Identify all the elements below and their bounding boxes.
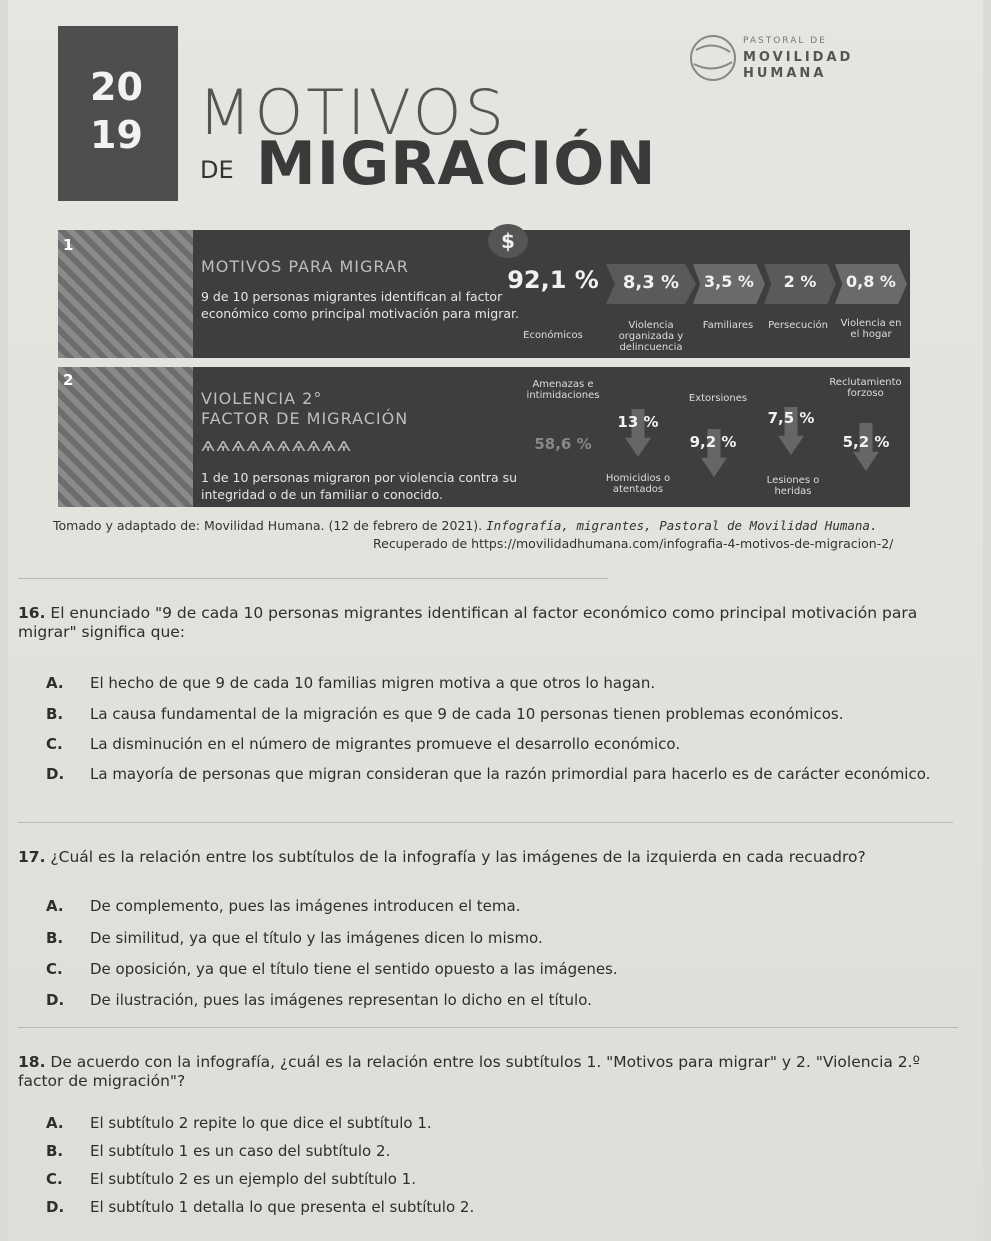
dollar-icon: $ — [488, 224, 528, 258]
question-18 — [18, 1053, 958, 1091]
question-text: El enunciado "9 de cada 10 personas migrantes identifican al factor económico como principal motivación para migrar" significa que: — [18, 604, 918, 641]
source-url: Recuperado de https://movilidadhumana.com/infografia-4-motivos-de-migracion-2/ — [373, 536, 894, 551]
option-18a[interactable] — [46, 1114, 432, 1132]
option-letter: C. — [46, 960, 63, 978]
option-letter: B. — [46, 1142, 64, 1160]
option-text: El hecho de que 9 de cada 10 familias migren motiva a que otros lo hagan. — [90, 674, 656, 692]
option-text: La disminución en el número de migrantes promueve el desarrollo económico. — [90, 735, 681, 753]
option-text: De complemento, pues las imágenes introducen el tema. — [90, 897, 521, 915]
year-top: 20 — [90, 65, 143, 109]
option-17d[interactable] — [46, 991, 592, 1009]
stat-label: Familiares — [702, 320, 754, 331]
source-citation — [53, 518, 877, 533]
option-letter: A. — [46, 1114, 64, 1132]
stat-value: 58,6 % — [534, 435, 592, 453]
question-text: ¿Cuál es la relación entre los subtítulos de la infografía y las imágenes de la izquierda en cada recuadro? — [50, 848, 866, 866]
question-number: 18. — [18, 1053, 46, 1071]
panel-violencia — [58, 367, 910, 507]
pastoral-logo — [688, 30, 878, 90]
divider — [18, 822, 953, 823]
stat-value: 3,5 % — [704, 272, 754, 291]
stat-label: Persecución — [768, 320, 828, 331]
panel-title: MOTIVOS PARA MIGRAR — [201, 257, 409, 276]
logo-line3: HUMANA — [743, 66, 827, 81]
stat-label: Homicidios o atentados — [605, 473, 671, 495]
stat-value: 9,2 % — [689, 433, 737, 451]
question-number: 17. — [18, 848, 46, 866]
option-letter: B. — [46, 705, 64, 723]
panel-subtitle: FACTOR DE MIGRACIÓN — [201, 409, 409, 428]
panel-number: 1 — [63, 236, 74, 254]
citation-prefix: Tomado y adaptado de: Movilidad Humana. (12 de febrero de 2021). — [53, 518, 487, 533]
panel-title: VIOLENCIA 2° — [201, 389, 323, 408]
stat-label: Amenazas e intimidaciones — [526, 379, 600, 401]
option-18c[interactable] — [46, 1170, 416, 1188]
option-letter: D. — [46, 991, 65, 1009]
option-letter: C. — [46, 735, 63, 753]
logo-line1: PASTORAL DE — [743, 36, 827, 46]
option-letter: C. — [46, 1170, 63, 1188]
option-text: El subtítulo 1 detalla lo que presenta el subtítulo 2. — [90, 1198, 475, 1216]
option-16b[interactable] — [46, 705, 843, 723]
option-16d[interactable] — [46, 765, 941, 783]
stat-value: 92,1 % — [507, 266, 599, 294]
year-badge — [58, 26, 178, 201]
option-text: El subtítulo 2 repite lo que dice el subtítulo 1. — [90, 1114, 432, 1132]
question-number: 16. — [18, 604, 46, 622]
worksheet-page — [8, 0, 983, 1241]
year-bottom: 19 — [90, 113, 143, 157]
stat-value: 0,8 % — [846, 272, 896, 291]
option-letter: D. — [46, 765, 65, 783]
citation-title: Infografía, migrantes, Pastoral de Movilidad Humana. — [486, 518, 878, 533]
stat-label: Económicos — [523, 330, 583, 341]
panel-motivos — [58, 230, 910, 358]
option-letter: D. — [46, 1198, 65, 1216]
option-text: El subtítulo 1 es un caso del subtítulo 2. — [90, 1142, 391, 1160]
option-17b[interactable] — [46, 929, 543, 947]
option-16c[interactable] — [46, 735, 680, 753]
family-photo — [58, 367, 193, 507]
logo-line2: MOVILIDAD — [743, 50, 854, 65]
option-text: El subtítulo 2 es un ejemplo del subtítulo 1. — [90, 1170, 416, 1188]
option-text: De ilustración, pues las imágenes representan lo dicho en el título. — [90, 991, 592, 1009]
divider — [18, 1027, 958, 1028]
stat-value: 7,5 % — [767, 409, 815, 427]
stat-value: 5,2 % — [842, 433, 890, 451]
option-letter: A. — [46, 897, 64, 915]
question-17 — [18, 848, 938, 867]
option-text: De oposición, ya que el título tiene el sentido opuesto a las imágenes. — [90, 960, 618, 978]
option-16a[interactable] — [46, 674, 655, 692]
title-migracion: MIGRACIÓN — [256, 129, 657, 199]
option-letter: A. — [46, 674, 64, 692]
migrants-photo — [58, 230, 193, 358]
option-18d[interactable] — [46, 1198, 474, 1216]
option-17a[interactable] — [46, 897, 520, 915]
stat-label: Reclutamiento forzoso — [829, 377, 902, 399]
panel-text: 9 de 10 personas migrantes identifican al factor económico como principal motivación para migrar. — [201, 289, 519, 321]
question-text: De acuerdo con la infografía, ¿cuál es la relación entre los subtítulos 1. "Motivos para migrar" y 2. "Violencia 2.º factor de migración"? — [18, 1053, 920, 1090]
option-18b[interactable] — [46, 1142, 390, 1160]
divider — [18, 578, 608, 579]
option-letter: B. — [46, 929, 64, 947]
panel-text: 1 de 10 personas migraron por violencia contra su integridad o de un familiar o conocido. — [201, 470, 518, 502]
option-text: La mayoría de personas que migran consideran que la razón primordial para hacerlo es de carácter económico. — [90, 765, 931, 783]
panel-number: 2 — [63, 371, 74, 389]
title-de: DE — [200, 156, 234, 184]
stat-value: 2 % — [783, 272, 817, 291]
option-text: De similitud, ya que el título y las imágenes dicen lo mismo. — [90, 929, 543, 947]
globe-icon — [688, 30, 738, 86]
stat-value: 13 % — [617, 413, 659, 431]
stat-label: Violencia organizada y delincuencia — [618, 320, 684, 353]
option-text: La causa fundamental de la migración es que 9 de cada 10 personas tienen problemas económicos. — [90, 705, 844, 723]
question-16 — [18, 604, 938, 642]
stat-label: Violencia en el hogar — [840, 318, 902, 340]
stat-label: Lesiones o heridas — [766, 475, 820, 497]
stat-value: 8,3 % — [622, 272, 680, 293]
title-motivos: MOTIVOS — [198, 76, 507, 149]
stat-label: Extorsiones — [688, 393, 748, 404]
people-icons: ѧѧѧѧѧѧѧѧѧѧ — [201, 435, 352, 456]
option-17c[interactable] — [46, 960, 618, 978]
